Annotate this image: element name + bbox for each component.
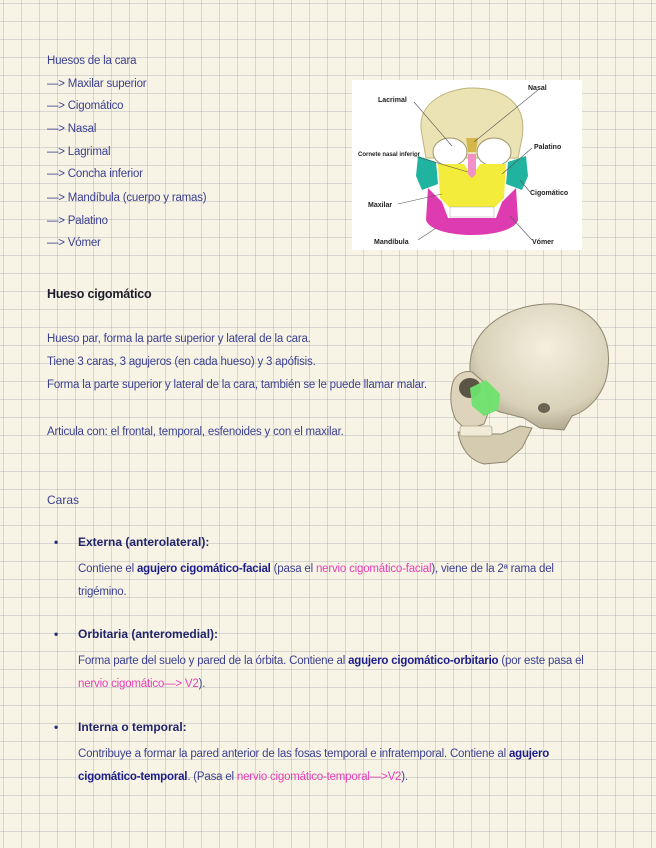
zygomatic-articulates: Articula con: el frontal, temporal, esfenoides y con el maxilar. [47,426,344,438]
label-nasal: Nasal [528,85,547,92]
cara-desc-externa [78,558,598,604]
skull-ear-hole-shape [538,403,550,413]
right-orbit-shape [477,138,511,166]
bone-item-cigomatico: —> Cigomático [47,100,124,112]
bone-item-lagrimal: —> Lagrimal [47,146,111,158]
text-fragment: ). [198,678,206,690]
label-mandibula: Mandíbula [374,239,409,246]
text-fragment: Contribuye a formar la pared anterior de las fosas temporal e infratemporal. Contiene al [78,748,509,760]
bone-item-maxilar: —> Maxilar superior [47,78,147,90]
cara-desc-interna [78,743,578,789]
left-orbit-shape [433,138,467,166]
bone-item-nasal: —> Nasal [47,123,97,135]
zygomatic-line-3: Forma la parte superior y lateral de la cara, también se le puede llamar malar. [47,379,427,391]
label-maxilar: Maxilar [368,202,393,209]
cara-title-interna: Interna o temporal: [78,720,187,734]
zygomatic-line-1: Hueso par, forma la parte superior y lateral de la cara. [47,333,311,345]
cara-title-orbitaria: Orbitaria (anteromedial): [78,627,219,641]
bone-item-vomer: —> Vómer [47,237,101,249]
nerve-name: nervio cigomático-facial [315,563,432,575]
caras-heading: Caras [47,493,80,507]
label-palatino: Palatino [534,144,562,151]
vomer-shape [468,154,476,178]
foramen-name: agujero cigomático-facial [136,563,271,575]
cara-title-externa: Externa (anterolateral): [78,535,210,549]
text-fragment: Forma parte del suelo y pared de la órbita. Contiene al [78,655,349,667]
foramen-name: agujero cigomático-orbitario [348,655,499,667]
bullet-dot: • [54,535,59,549]
label-concha: Cornete nasal inferior [358,152,421,158]
text-fragment: Contiene el [78,563,137,575]
zygomatic-line-2: Tiene 3 caras, 3 agujeros (en cada hueso) y 3 apófisis. [47,356,316,368]
cara-item-interna [54,720,614,736]
cara-item-orbitaria [54,627,614,643]
text-fragment: (pasa el [270,563,316,575]
label-cigomatico: Cigomático [530,190,569,197]
bone-item-palatino: —> Palatino [47,215,108,227]
text-fragment: (por este pasa el [498,655,584,667]
skull-lateral-illustration [440,300,615,485]
bullet-dot: • [54,720,59,734]
skull-teeth-shape [460,426,492,436]
cara-item-externa [54,535,614,551]
text-fragment: ). [401,771,408,783]
text-fragment: . (Pasa el [187,771,237,783]
label-vomer: Vómer [532,239,554,246]
bone-item-mandibula: —> Mandíbula (cuerpo y ramas) [47,192,207,204]
face-bones-title: Huesos de la cara [47,55,137,67]
text-fragment: ), viene de la 2ª rama del trigémino. [78,563,554,598]
zygomatic-heading: Hueso cigomático [47,287,152,301]
cara-desc-orbitaria [78,650,606,696]
nerve-name: nervio cigomático-temporal—>V2 [236,771,402,783]
skull-front-diagram [352,80,582,250]
label-lacrimal: Lacrimal [378,97,407,104]
nerve-name: nervio cigomático—> V2 [78,678,199,690]
foramen-name: agujero cigomático-temporal [78,748,550,783]
bullet-dot: • [54,627,59,641]
bone-item-concha: —> Concha inferior [47,168,143,180]
teeth-shape [450,207,494,217]
